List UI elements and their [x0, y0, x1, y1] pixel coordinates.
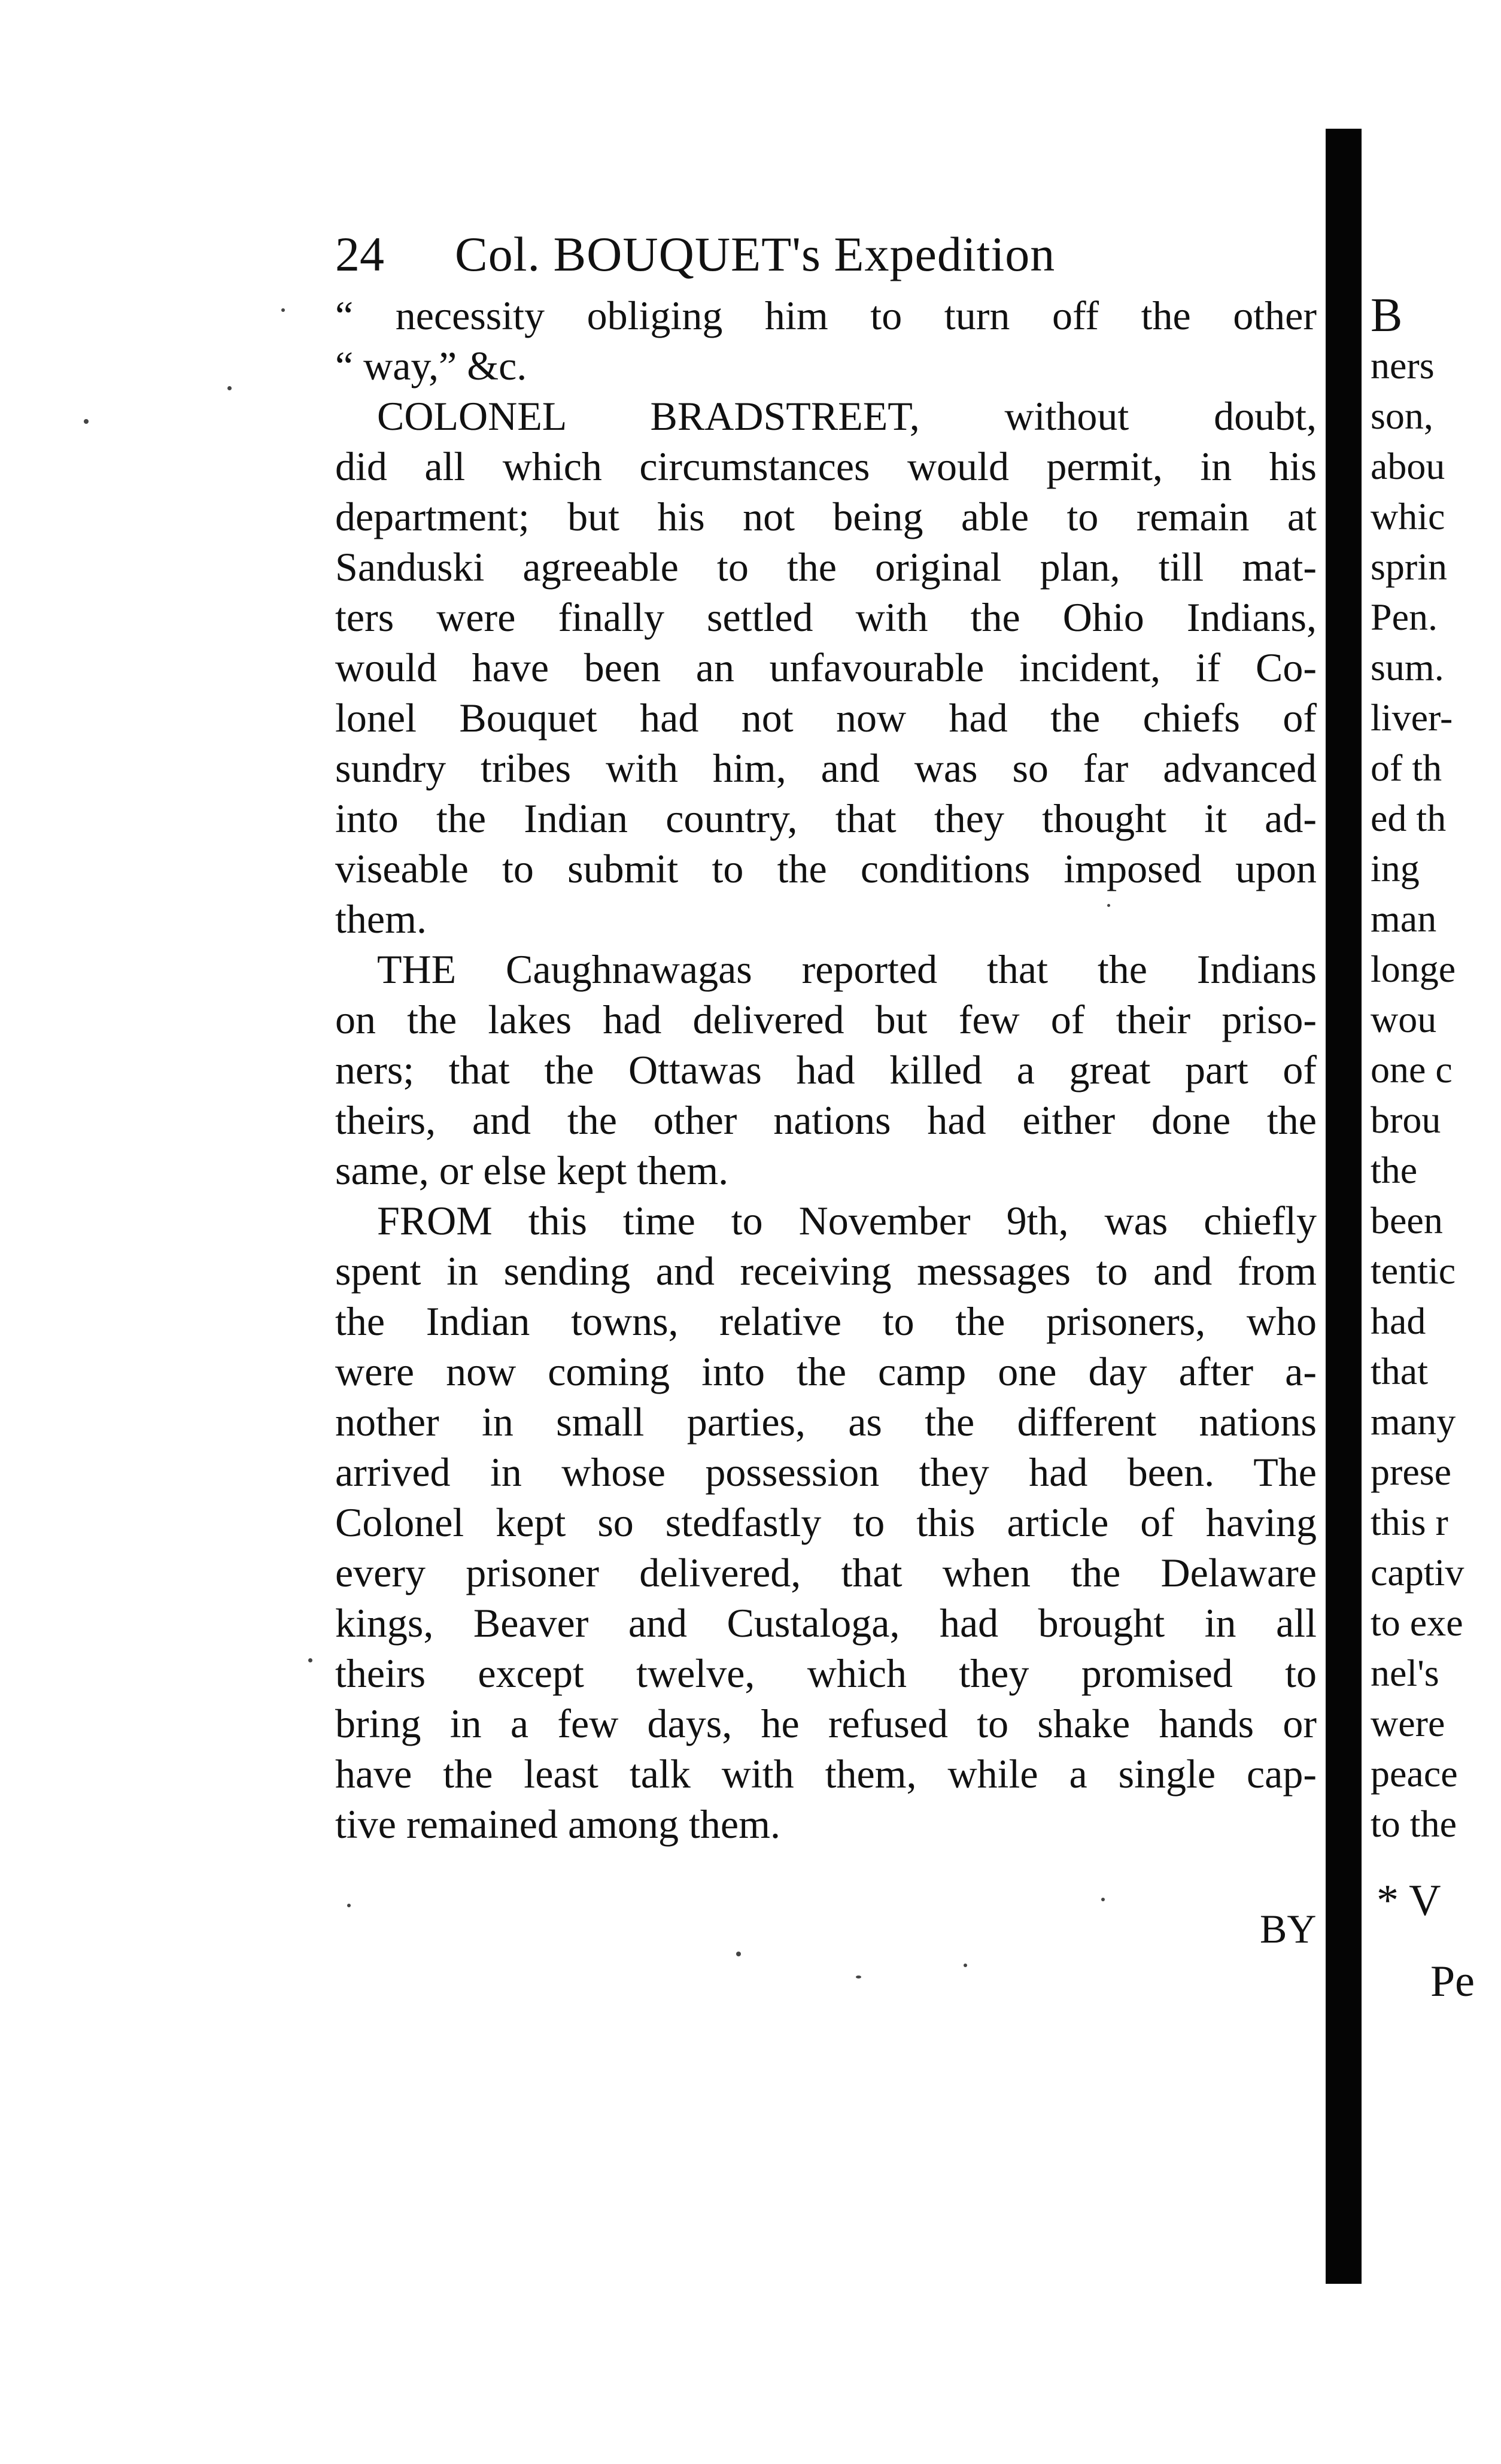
text-line: Colonel kept so stedfastly to this article of having: [335, 1500, 1317, 1545]
paragraph-start-line: THE Caughnawagas reported that the Indians: [377, 946, 1317, 992]
facing-line: longe: [1371, 948, 1456, 990]
text-line: would have been an unfavourable incident, if Co-: [335, 645, 1317, 690]
text-line: bring in a few days, he refused to shake hands or: [335, 1701, 1317, 1746]
text-line: Sanduski agreeable to the original plan, till mat-: [335, 544, 1317, 590]
facing-line: ed th: [1371, 797, 1447, 839]
facing-line: nel's: [1371, 1652, 1439, 1694]
facing-line: ners: [1371, 344, 1435, 387]
facing-line: of th: [1371, 747, 1442, 789]
text-line: tive remained among them.: [335, 1801, 780, 1847]
facing-line: Pen.: [1371, 596, 1438, 638]
facing-line: to exe: [1371, 1601, 1463, 1644]
scan-speck: [308, 1658, 312, 1662]
text-line: kings, Beaver and Custaloga, had brought in all: [335, 1600, 1317, 1646]
text-line: have the least talk with them, while a single cap-: [335, 1751, 1317, 1797]
text-line: on the lakes had delivered but few of their priso-: [335, 997, 1317, 1042]
running-head: [335, 221, 1317, 287]
scan-speck: [856, 1976, 861, 1979]
scan-speck: [347, 1904, 351, 1907]
text-line: theirs, and the other nations had either done the: [335, 1097, 1317, 1143]
facing-page-column: [1371, 290, 1496, 1859]
facing-line: wou: [1371, 998, 1437, 1040]
text-line: did all which circumstances would permit, in his: [335, 444, 1317, 489]
gutter-shadow: [1326, 129, 1362, 2284]
facing-line: man: [1371, 897, 1437, 940]
text-line: spent in sending and receiving messages to and from: [335, 1248, 1317, 1294]
facing-line: sum.: [1371, 646, 1444, 688]
text-line: the Indian towns, relative to the prisoners, who: [335, 1298, 1317, 1344]
facing-line: abou: [1371, 445, 1445, 487]
text-line: theirs except twelve, which they promised to: [335, 1650, 1317, 1696]
scan-speck: [1107, 904, 1110, 907]
text-line: ners; that the Ottawas had killed a great part of: [335, 1047, 1317, 1093]
facing-footnote: * V: [1377, 1876, 1441, 1925]
facing-line: the: [1371, 1149, 1418, 1191]
facing-catchword: Pe: [1430, 1957, 1475, 2006]
text-line: them.: [335, 896, 427, 942]
facing-line: sprin: [1371, 545, 1447, 588]
facing-line: prese: [1371, 1451, 1452, 1493]
main-text-block: [335, 290, 1317, 1859]
scan-speck: [84, 419, 89, 424]
paragraph-start-line: COLONEL BRADSTREET, without doubt,: [377, 393, 1317, 439]
catchword: BY: [1260, 1906, 1317, 1952]
facing-line: ing: [1371, 847, 1420, 890]
scan-speck: [281, 308, 285, 312]
text-line: “ necessity obliging him to turn off the other: [335, 293, 1317, 338]
facing-line: this r: [1371, 1501, 1448, 1543]
facing-line: that: [1371, 1350, 1428, 1392]
text-line: every prisoner delivered, that when the Delaware: [335, 1550, 1317, 1595]
text-line: viseable to submit to the conditions imposed upon: [335, 846, 1317, 891]
facing-line: many: [1371, 1400, 1456, 1443]
text-line: ters were finally settled with the Ohio Indians,: [335, 594, 1317, 640]
text-line: into the Indian country, that they thought it ad-: [335, 796, 1317, 841]
scan-speck: [1101, 1898, 1105, 1901]
facing-line: one c: [1371, 1048, 1453, 1091]
facing-line: been: [1371, 1199, 1443, 1242]
text-line: same, or else kept them.: [335, 1148, 729, 1193]
facing-line: son,: [1371, 395, 1433, 437]
scan-speck: [227, 386, 232, 390]
scan-speck: [964, 1964, 967, 1967]
facing-line: B: [1371, 290, 1403, 341]
facing-line: tentic: [1371, 1249, 1456, 1292]
facing-line: had: [1371, 1300, 1426, 1342]
facing-line: captiv: [1371, 1551, 1464, 1594]
facing-line: brou: [1371, 1099, 1441, 1141]
facing-line: whic: [1371, 495, 1445, 538]
text-line: “ way,” &c.: [335, 343, 527, 389]
text-line: lonel Bouquet had not now had the chiefs of: [335, 695, 1317, 741]
running-title: Col. BOUQUET's Expedition: [455, 227, 1056, 281]
scan-speck: [736, 1952, 741, 1956]
text-line: arrived in whose possession they had been. The: [335, 1449, 1317, 1495]
paragraph-start-line: FROM this time to November 9th, was chiefly: [377, 1198, 1317, 1243]
facing-line: to the: [1371, 1803, 1457, 1845]
facing-line: liver-: [1371, 696, 1453, 739]
text-line: sundry tribes with him, and was so far advanced: [335, 745, 1317, 791]
facing-line: peace: [1371, 1752, 1458, 1795]
text-line: department; but his not being able to remain at: [335, 494, 1317, 539]
facing-line: were: [1371, 1702, 1445, 1744]
page-number: 24: [335, 227, 384, 281]
text-line: nother in small parties, as the different nations: [335, 1399, 1317, 1445]
text-line: were now coming into the camp one day after a-: [335, 1349, 1317, 1394]
